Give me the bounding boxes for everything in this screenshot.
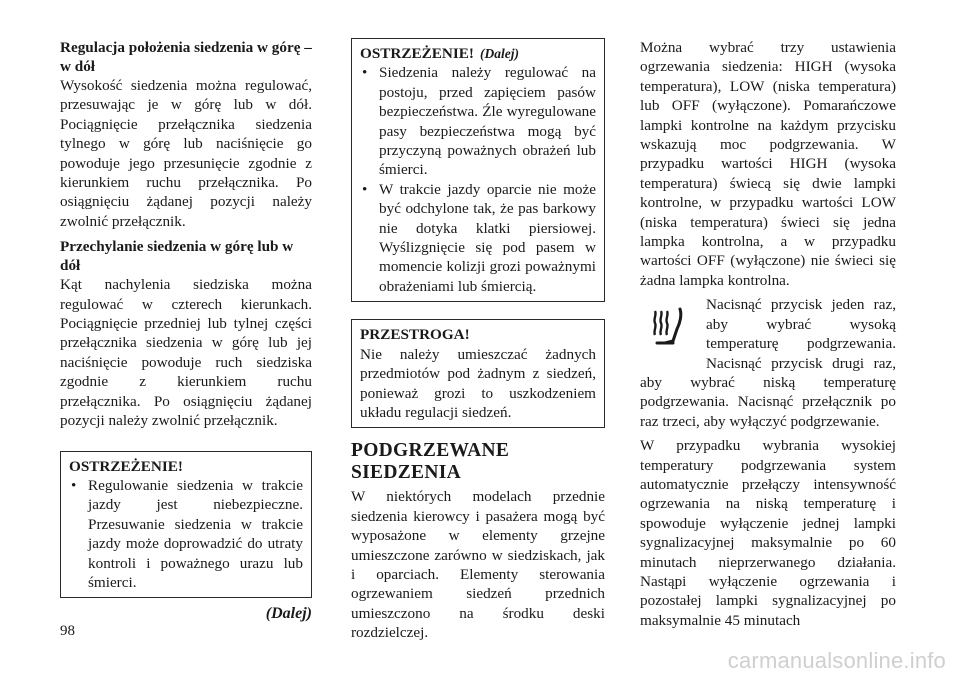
warning-item: • Siedzenia należy regulować na postoju, przed zapięciem pasów bezpieczeństwa. Źle wyregulowane pasy bezpieczeństwa mogą być przyczyną poważnych obrażeń lub śmierci.: [360, 63, 596, 179]
para-heat-buttons: Nacisnąć przycisk jeden raz, aby wybrać wysoką temperaturę podgrzewania. Nacisnąć przycisk drugi raz, aby wybrać niską temperaturę podgrzewania. Nacisnąć przełącznik po raz trzeci, aby wyłączyć podgrzewanie.: [640, 296, 896, 430]
warning-item: • W trakcie jazdy oparcie nie może być odchylone tak, że pas barkowy nie dotyka klatki piersiowej. Wyślizgnięcie się pod pasem w momencie kolizji grozi poważnymi obrażeniami lub śmiercią.: [360, 180, 596, 296]
warning-title: OSTRZEŻENIE!: [69, 457, 183, 475]
heated-seat-icon: [640, 305, 698, 361]
para-seat-tilt: Kąt nachylenia siedziska można regulować w czterech kierunkach. Pociągnięcie przedniej lub tylnej części przełącznika siedzenia w górę lub jej naciśnięcie powoduje ruch siedziska zgodnie z kierunkiem ruchu przełącznika. Po osiągnięciu żądanej pozycji należy zwolnić przełącznik.: [60, 276, 312, 430]
section-title: PODGRZEWANE SIEDZENIA: [351, 440, 510, 484]
column-left: [60, 38, 312, 624]
para-seat-height: Wysokość siedzenia można regulować, przesuwając je w górę lub w dół. Pociągnięcie przełącznika siedzenia tylnego w górę lub naciśnięcie go powoduje jego przesunięcie zgodnie z kierunkiem ruchu przełącznika. Po osiągnięciu żądanej pozycji należy zwolnić przełącznik.: [60, 77, 312, 230]
column-right: [640, 38, 896, 635]
warning-item: • Regulowanie siedzenia w trakcie jazdy jest niebezpieczne. Przesuwanie siedzenia w trakcie jazdy może doprowadzić do utraty kontroli i poważnego urazu lub śmierci.: [69, 476, 303, 592]
continued-label: (Dalej): [265, 605, 312, 623]
caution-text: Nie należy umieszczać żadnych przedmiotów pod żadnym z siedzeń, ponieważ grozi to uszkodzeniem układu regulacji siedzeń.: [360, 345, 596, 421]
caution-box: [351, 319, 605, 428]
column-middle: [351, 38, 605, 648]
para-auto-shutoff: W przypadku wybrania wysokiej temperatury podgrzewania system automatycznie przełączy intensywność ogrzewania na niską temperaturę i spowoduje wyłączenie jednej lampki sygnalizacyjnej maksymalnie po 60 minutach nieprzerwanego działania. Nastąpi wyłączenie ogrzewania i pozostałej lampki sygnalizacyjnej po maksymalnie 45 minutach: [640, 437, 896, 629]
page-number: 98: [60, 623, 75, 639]
para-heat-settings: Można wybrać trzy ustawienia ogrzewania siedzenia: HIGH (wysoka temperatura), LOW (niska temperatura) lub OFF (wyłączone). Pomarańczowe lampki kontrolne na każdym przycisku wskazują moc podgrzewania. W przypadku wartości HIGH (wysoka temperatura) świecą się dwie lampki kontrolne, w przypadku wartości LOW (niska temperatura) świeci się jedna lampka kontrolna, a w przypadku wartości OFF (wyłączone) nie świeci się żadna lampka kontrolna.: [640, 39, 896, 289]
heading-seat-tilt: Przechylanie siedzenia w górę lub w dół: [60, 238, 294, 275]
continued-label: (Dalej): [479, 46, 519, 61]
caution-title: PRZESTROGA!: [360, 326, 470, 344]
watermark: carmanualsonline.info: [727, 648, 946, 673]
heading-seat-height: Regulacja położenia siedzenia w górę – w dół: [60, 39, 312, 75]
warning-box-2: [351, 38, 605, 302]
para-heated-seats-intro: W niektórych modelach przednie siedzenia kierowcy i pasażera mogą być wyposażone w elementy grzejne umieszczone zarówno w siedziskach, jak i oparciach. Elementy sterowania ogrzewaniem siedzeń przednich umieszczono na środku deski rozdzielczej.: [351, 488, 605, 642]
warning-title: OSTRZEŻENIE! (Dalej): [360, 45, 519, 62]
warning-box-1: [60, 451, 312, 599]
